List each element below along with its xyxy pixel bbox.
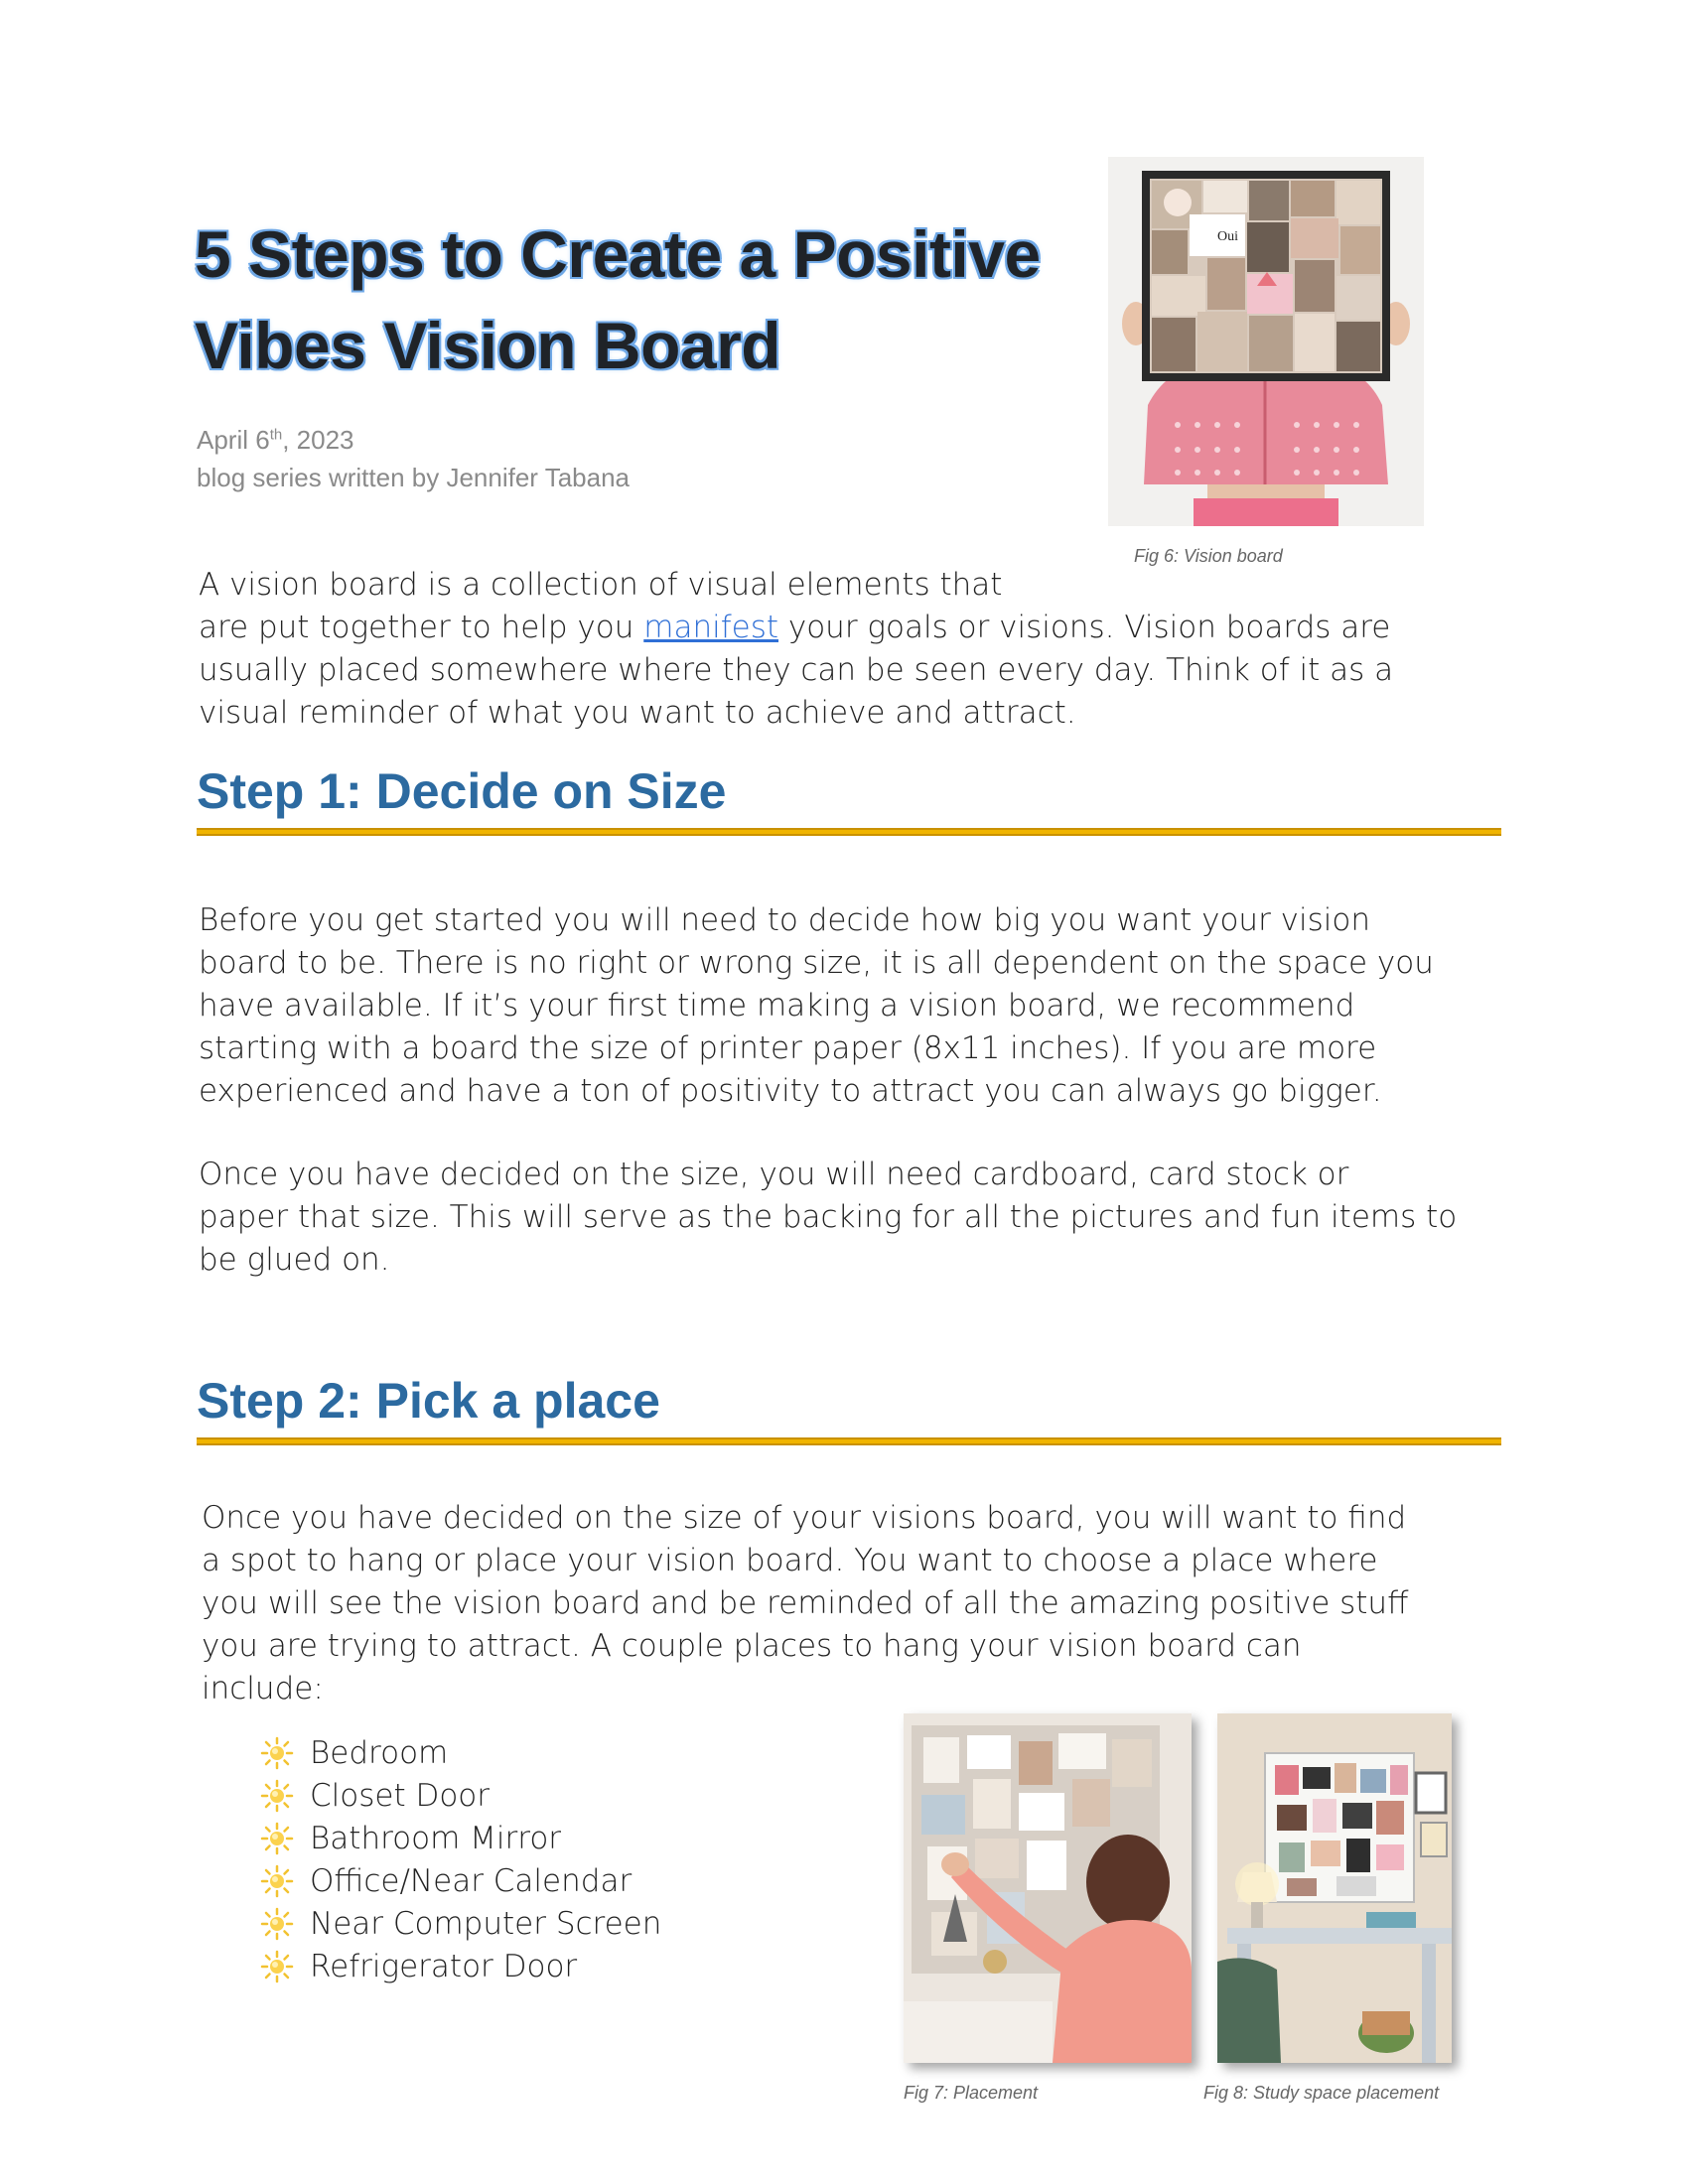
text-line: paper that size. This will serve as the backing for all the pictures and fun items to (199, 1199, 1458, 1235)
places-list (260, 1731, 661, 1987)
sun-bullet-icon (260, 1736, 294, 1770)
intro-line: usually placed somewhere where they can be seen every day. Think of it as a (199, 652, 1394, 688)
list-item: Bathroom Mirror (260, 1817, 661, 1859)
step1-paragraph-2 (199, 1154, 1529, 1282)
intro-paragraph (199, 564, 1529, 735)
sun-bullet-icon (260, 1779, 294, 1813)
text-line: experienced and have a ton of positivity to attract you can always go bigger. (199, 1073, 1382, 1109)
text-line: be glued on. (199, 1242, 390, 1278)
list-item: Near Computer Screen (260, 1902, 661, 1945)
sun-bullet-icon (260, 1864, 294, 1898)
text-line: a spot to hang or place your vision board. You want to choose a place where (202, 1543, 1378, 1578)
intro-line: are put together to help you manifest your goals or visions. Vision boards are (199, 610, 1391, 645)
sun-bullet-icon (260, 1950, 294, 1983)
text-line: starting with a board the size of printer paper (8x11 inches). If you are more (199, 1030, 1377, 1066)
text-line: have available. If it’s your first time making a vision board, we recommend (199, 988, 1355, 1024)
sun-bullet-icon (260, 1822, 294, 1855)
text-line: Before you get started you will need to decide how big you want your vision (199, 902, 1370, 938)
step2-heading: Step 2: Pick a place (197, 1373, 660, 1429)
text-line: board to be. There is no right or wrong size, it is all dependent on the space you (199, 945, 1434, 981)
fig8-caption: Fig 8: Study space placement (1203, 2083, 1440, 2103)
manifest-link[interactable]: manifest (643, 610, 778, 645)
board-sign-text: Oui (1217, 229, 1238, 244)
placement-photo (904, 1713, 1192, 2063)
intro-line: visual reminder of what you want to achieve and attract. (199, 695, 1076, 731)
step1-divider (197, 828, 1501, 836)
text-line: you are trying to attract. A couple places to hang your vision board can (202, 1628, 1302, 1664)
sun-bullet-icon (260, 1907, 294, 1941)
step2-divider (197, 1437, 1501, 1445)
page-title (195, 208, 1068, 391)
list-item: Refrigerator Door (260, 1945, 661, 1987)
step1-heading: Step 1: Decide on Size (197, 763, 727, 819)
list-item: Office/Near Calendar (260, 1859, 661, 1902)
text-line: include: (202, 1671, 324, 1706)
title-line-2: Vibes Vision Board (195, 309, 781, 382)
list-item: Closet Door (260, 1774, 661, 1817)
step2-paragraph (202, 1497, 1532, 1710)
list-item: Bedroom (260, 1731, 661, 1774)
vision-board-photo (1108, 157, 1424, 526)
fig6-caption: Fig 6: Vision board (1134, 546, 1283, 566)
intro-line: A vision board is a collection of visual elements that (199, 567, 1003, 603)
byline: blog series written by Jennifer Tabana (197, 463, 630, 492)
study-space-photo (1217, 1713, 1452, 2063)
text-line: Once you have decided on the size of your visions board, you will want to find (202, 1500, 1407, 1536)
post-date: April 6th, 2023 (197, 425, 354, 455)
fig7-caption: Fig 7: Placement (904, 2083, 1039, 2103)
text-line: you will see the vision board and be reminded of all the amazing positive stuff (202, 1585, 1409, 1621)
text-line: Once you have decided on the size, you will need cardboard, card stock or (199, 1157, 1349, 1192)
step1-paragraph-1 (199, 899, 1529, 1113)
title-line-1: 5 Steps to Create a Positive (195, 217, 1041, 291)
